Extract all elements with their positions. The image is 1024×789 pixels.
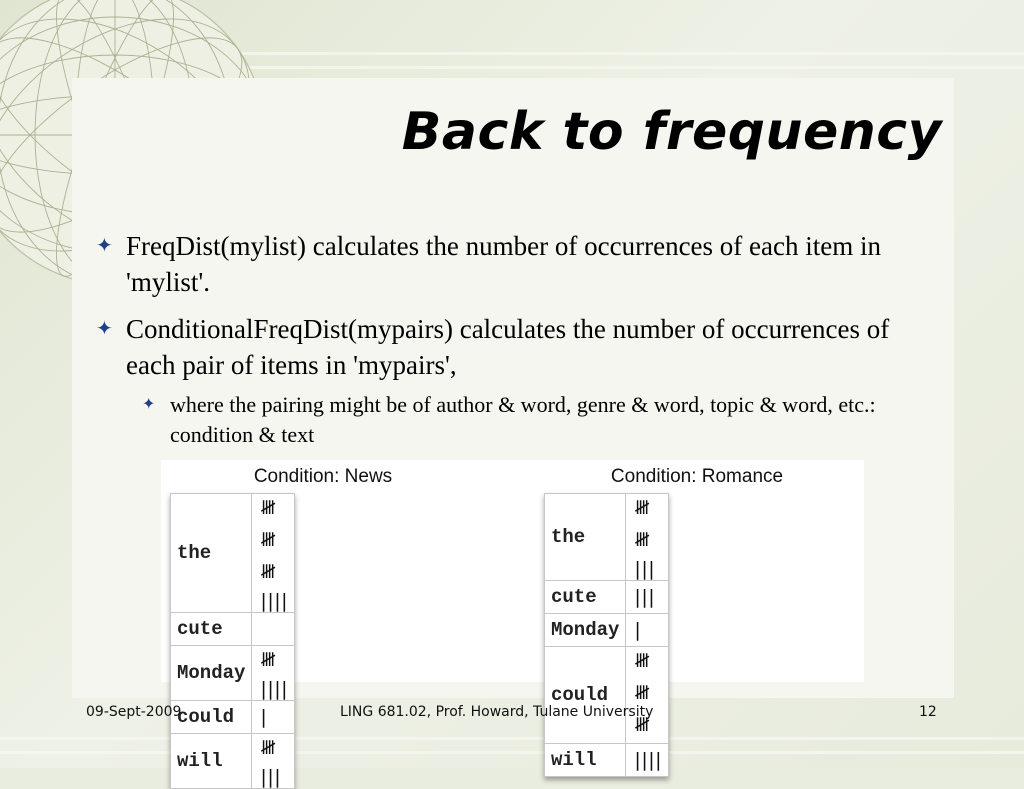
table-caption-news: Condition: News bbox=[253, 466, 393, 487]
four-point-star-icon: ✦ bbox=[96, 235, 113, 257]
word-cell: Monday bbox=[171, 646, 252, 701]
word-cell: the bbox=[545, 494, 626, 581]
table-row bbox=[545, 614, 669, 647]
table-row bbox=[171, 734, 295, 789]
slide-title: Back to frequency bbox=[401, 102, 942, 162]
tally-cell: 𝍸 𝍸 ||| bbox=[626, 494, 669, 581]
table-row bbox=[171, 613, 295, 646]
tally-cell: 𝍸 ||| bbox=[252, 734, 295, 789]
word-cell: the bbox=[171, 494, 252, 613]
word-cell: cute bbox=[171, 613, 252, 646]
background-stripe bbox=[0, 751, 1024, 754]
bullet-list bbox=[96, 228, 926, 450]
four-point-star-icon: ✦ bbox=[96, 318, 113, 340]
footer-course: LING 681.02, Prof. Howard, Tulane University bbox=[340, 704, 654, 720]
footer-page-number: 12 bbox=[919, 704, 937, 720]
table-caption-romance: Condition: Romance bbox=[610, 466, 784, 487]
word-cell: cute bbox=[545, 581, 626, 614]
romance-frequency-table bbox=[544, 493, 669, 777]
word-cell: will bbox=[171, 734, 252, 789]
tally-cell: 𝍸 𝍸 𝍸 |||| bbox=[252, 494, 295, 613]
tally-cell: 𝍸 |||| bbox=[252, 646, 295, 701]
word-cell: Monday bbox=[545, 614, 626, 647]
word-cell: could bbox=[545, 647, 626, 744]
tally-cell: | bbox=[626, 614, 669, 647]
table-row bbox=[545, 581, 669, 614]
tally-cell bbox=[252, 613, 295, 646]
bullet-item bbox=[96, 228, 926, 300]
table-row bbox=[545, 647, 669, 744]
background-stripe bbox=[0, 737, 1024, 740]
tally-cell: ||| bbox=[626, 581, 669, 614]
table-row bbox=[171, 701, 295, 734]
sub-bullet-text: where the pairing might be of author & word, genre & word, topic & word, etc.: condition & text bbox=[170, 392, 876, 447]
table-row bbox=[171, 494, 295, 613]
table-row bbox=[545, 494, 669, 581]
bullet-text: ConditionalFreqDist(mypairs) calculates the number of occurrences of each pair of items in 'mypairs', bbox=[126, 314, 890, 380]
word-cell: will bbox=[545, 744, 626, 777]
table-row bbox=[171, 646, 295, 701]
four-point-star-icon: ✦ bbox=[142, 396, 156, 413]
tally-cell: 𝍸 𝍸 𝍸 bbox=[626, 647, 669, 744]
tally-cell: | bbox=[252, 701, 295, 734]
table-row bbox=[545, 744, 669, 777]
bullet-item bbox=[96, 311, 926, 383]
bullet-text: FreqDist(mylist) calculates the number of occurrences of each item in 'mylist'. bbox=[126, 231, 881, 297]
news-frequency-table bbox=[170, 493, 295, 789]
word-cell: could bbox=[171, 701, 252, 734]
tally-cell: |||| bbox=[626, 744, 669, 777]
footer-date: 09-Sept-2009 bbox=[86, 704, 182, 720]
sub-bullet-item bbox=[96, 390, 926, 450]
